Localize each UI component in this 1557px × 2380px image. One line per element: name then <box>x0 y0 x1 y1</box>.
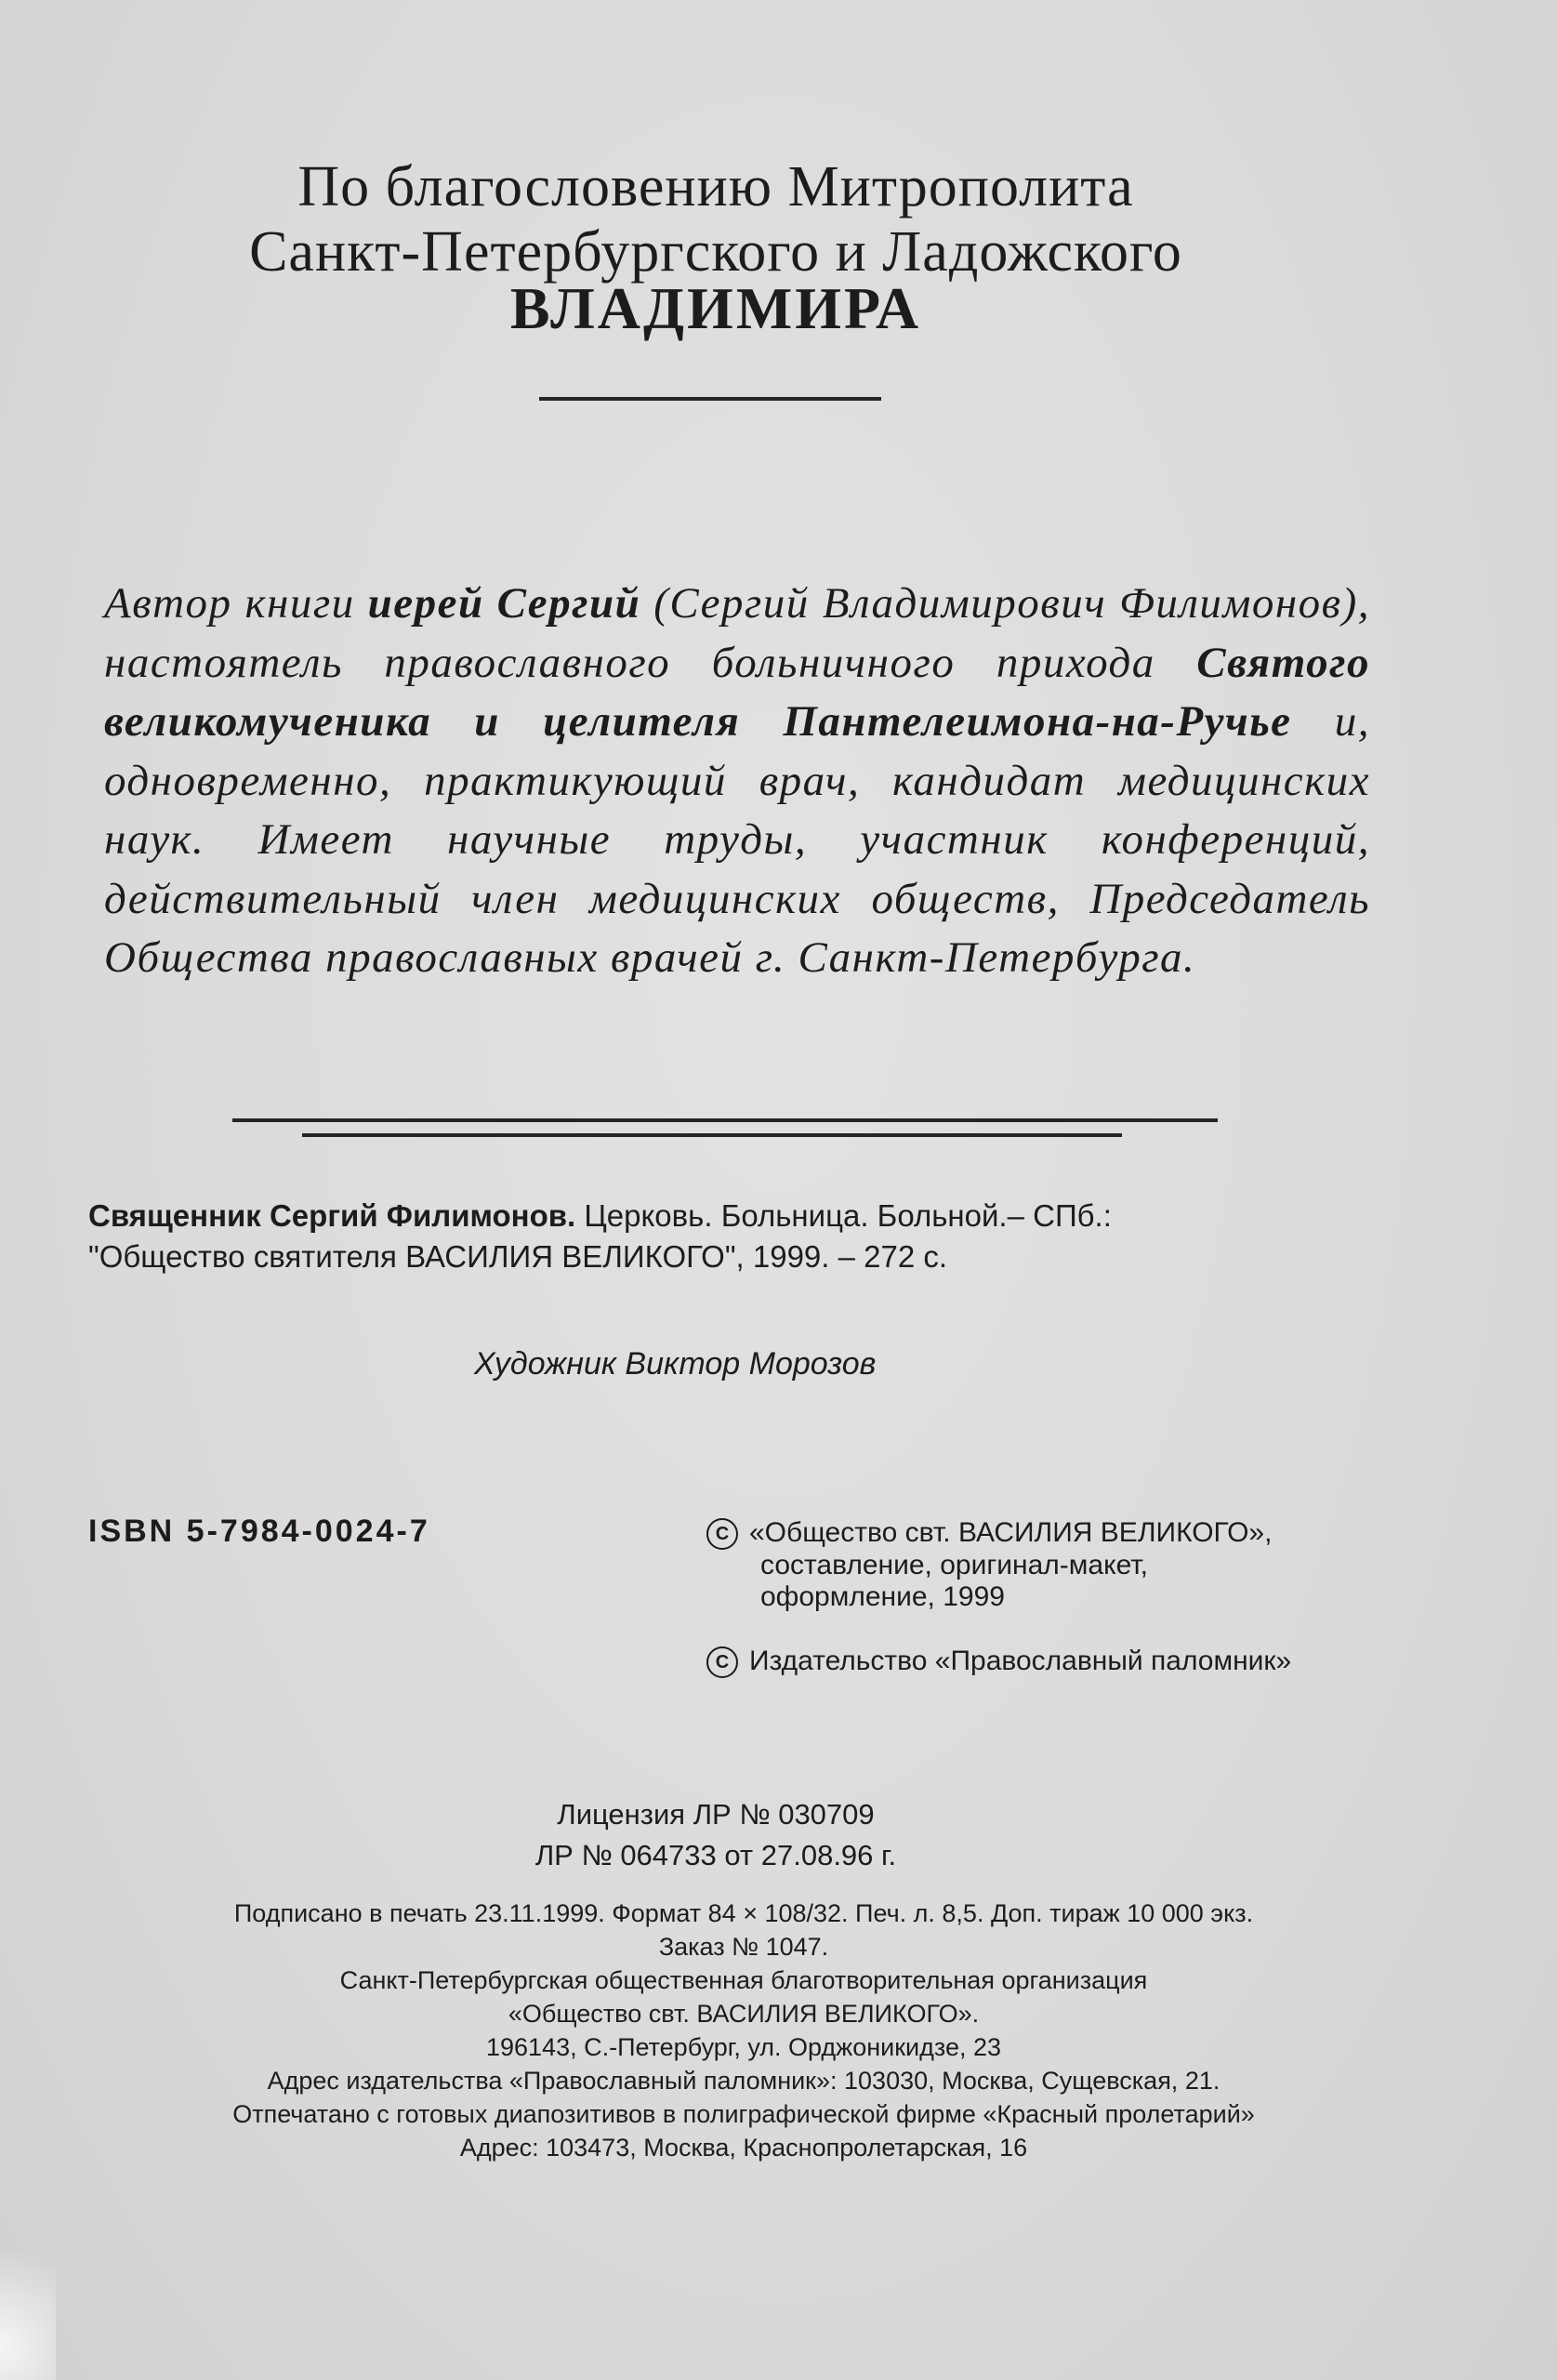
artist-credit: Художник Виктор Морозов <box>474 1346 877 1382</box>
author-lead: Автор книги <box>104 579 368 628</box>
isbn: ISBN 5-7984-0024-7 <box>88 1514 430 1549</box>
short-divider <box>539 397 881 401</box>
page-glare <box>0 2213 56 2380</box>
imprint-block <box>0 1897 1487 2164</box>
blessing-line-1: По благословению Митрополита <box>297 155 1134 218</box>
copyright-society-line-2: составление, оригинал-макет, <box>760 1550 1149 1581</box>
imprint-line-6: Адрес издательства «Православный паломник»: 103030, Москва, Сущевская, 21. <box>267 2067 1221 2095</box>
double-divider-bottom <box>302 1133 1122 1137</box>
imprint-line-8: Адрес: 103473, Москва, Краснопролетарская, 16 <box>459 2134 1028 2162</box>
blessing-line-2: Санкт-Петербургского и Ладожского <box>249 220 1182 284</box>
license-line-2: ЛР № 064733 от 27.08.96 г. <box>534 1839 897 1871</box>
copyright-publisher <box>706 1646 1291 1678</box>
copyright-society-line-1: «Общество свт. ВАСИЛИЯ ВЕЛИКОГО», <box>749 1517 1273 1548</box>
imprint-line-2: Заказ № 1047. <box>658 1933 829 1961</box>
imprint-line-1: Подписано в печать 23.11.1999. Формат 84 × 108/32. Печ. л. 8,5. Доп. тираж 10 000 экз. <box>233 1899 1254 1927</box>
biblio-author: Священник Сергий Филимонов. <box>88 1198 576 1233</box>
copyright-icon: C <box>706 1646 738 1678</box>
copyright-icon: C <box>706 1518 738 1550</box>
license-block <box>0 1794 1432 1876</box>
imprint-line-5: 196143, С.-Петербург, ул. Орджоникидзе, 23 <box>485 2033 1001 2061</box>
biblio-publisher: "Общество святителя ВАСИЛИЯ ВЕЛИКОГО", 1999. – 272 с. <box>88 1239 948 1274</box>
copyright-society <box>706 1517 1272 1613</box>
copyright-publisher-line: Издательство «Православный паломник» <box>749 1646 1292 1676</box>
blessing-name: ВЛАДИМИРА <box>509 275 922 341</box>
double-divider-top <box>232 1118 1218 1122</box>
biblio-title: Церковь. Больница. Больной.– СПб.: <box>575 1198 1112 1233</box>
imprint-line-3: Санкт-Петербургская общественная благотворительная организация <box>339 1966 1148 1994</box>
author-name: иерей Сергий <box>367 579 641 628</box>
license-line-1: Лицензия ЛР № 030709 <box>557 1798 875 1831</box>
author-rest: и, одновременно, практикующий врач, кандидат медицинских наук. Имеет научные труды, участник конференций, действительный член медицинских обществ, Председатель Общества православных врачей г. Санкт-Петербурга. <box>104 697 1370 982</box>
biblio-line-1 <box>88 1196 1399 1236</box>
author-fullname: (Сергий Владимирович Филимонов), настоятель православного больничного прихода <box>104 579 1370 687</box>
copyright-society-line-3: оформление, 1999 <box>760 1581 1005 1613</box>
imprint-line-7: Отпечатано с готовых диапозитивов в полиграфической фирме «Красный пролетарий» <box>232 2100 1255 2128</box>
bibliographic-record <box>88 1196 1399 1277</box>
imprint-line-4: «Общество свт. ВАСИЛИЯ ВЕЛИКОГО». <box>508 2000 980 2028</box>
author-paragraph <box>104 575 1370 988</box>
parish-name: Святого великомученика и целителя Пантелеимона-на-Ручье <box>104 638 1370 746</box>
